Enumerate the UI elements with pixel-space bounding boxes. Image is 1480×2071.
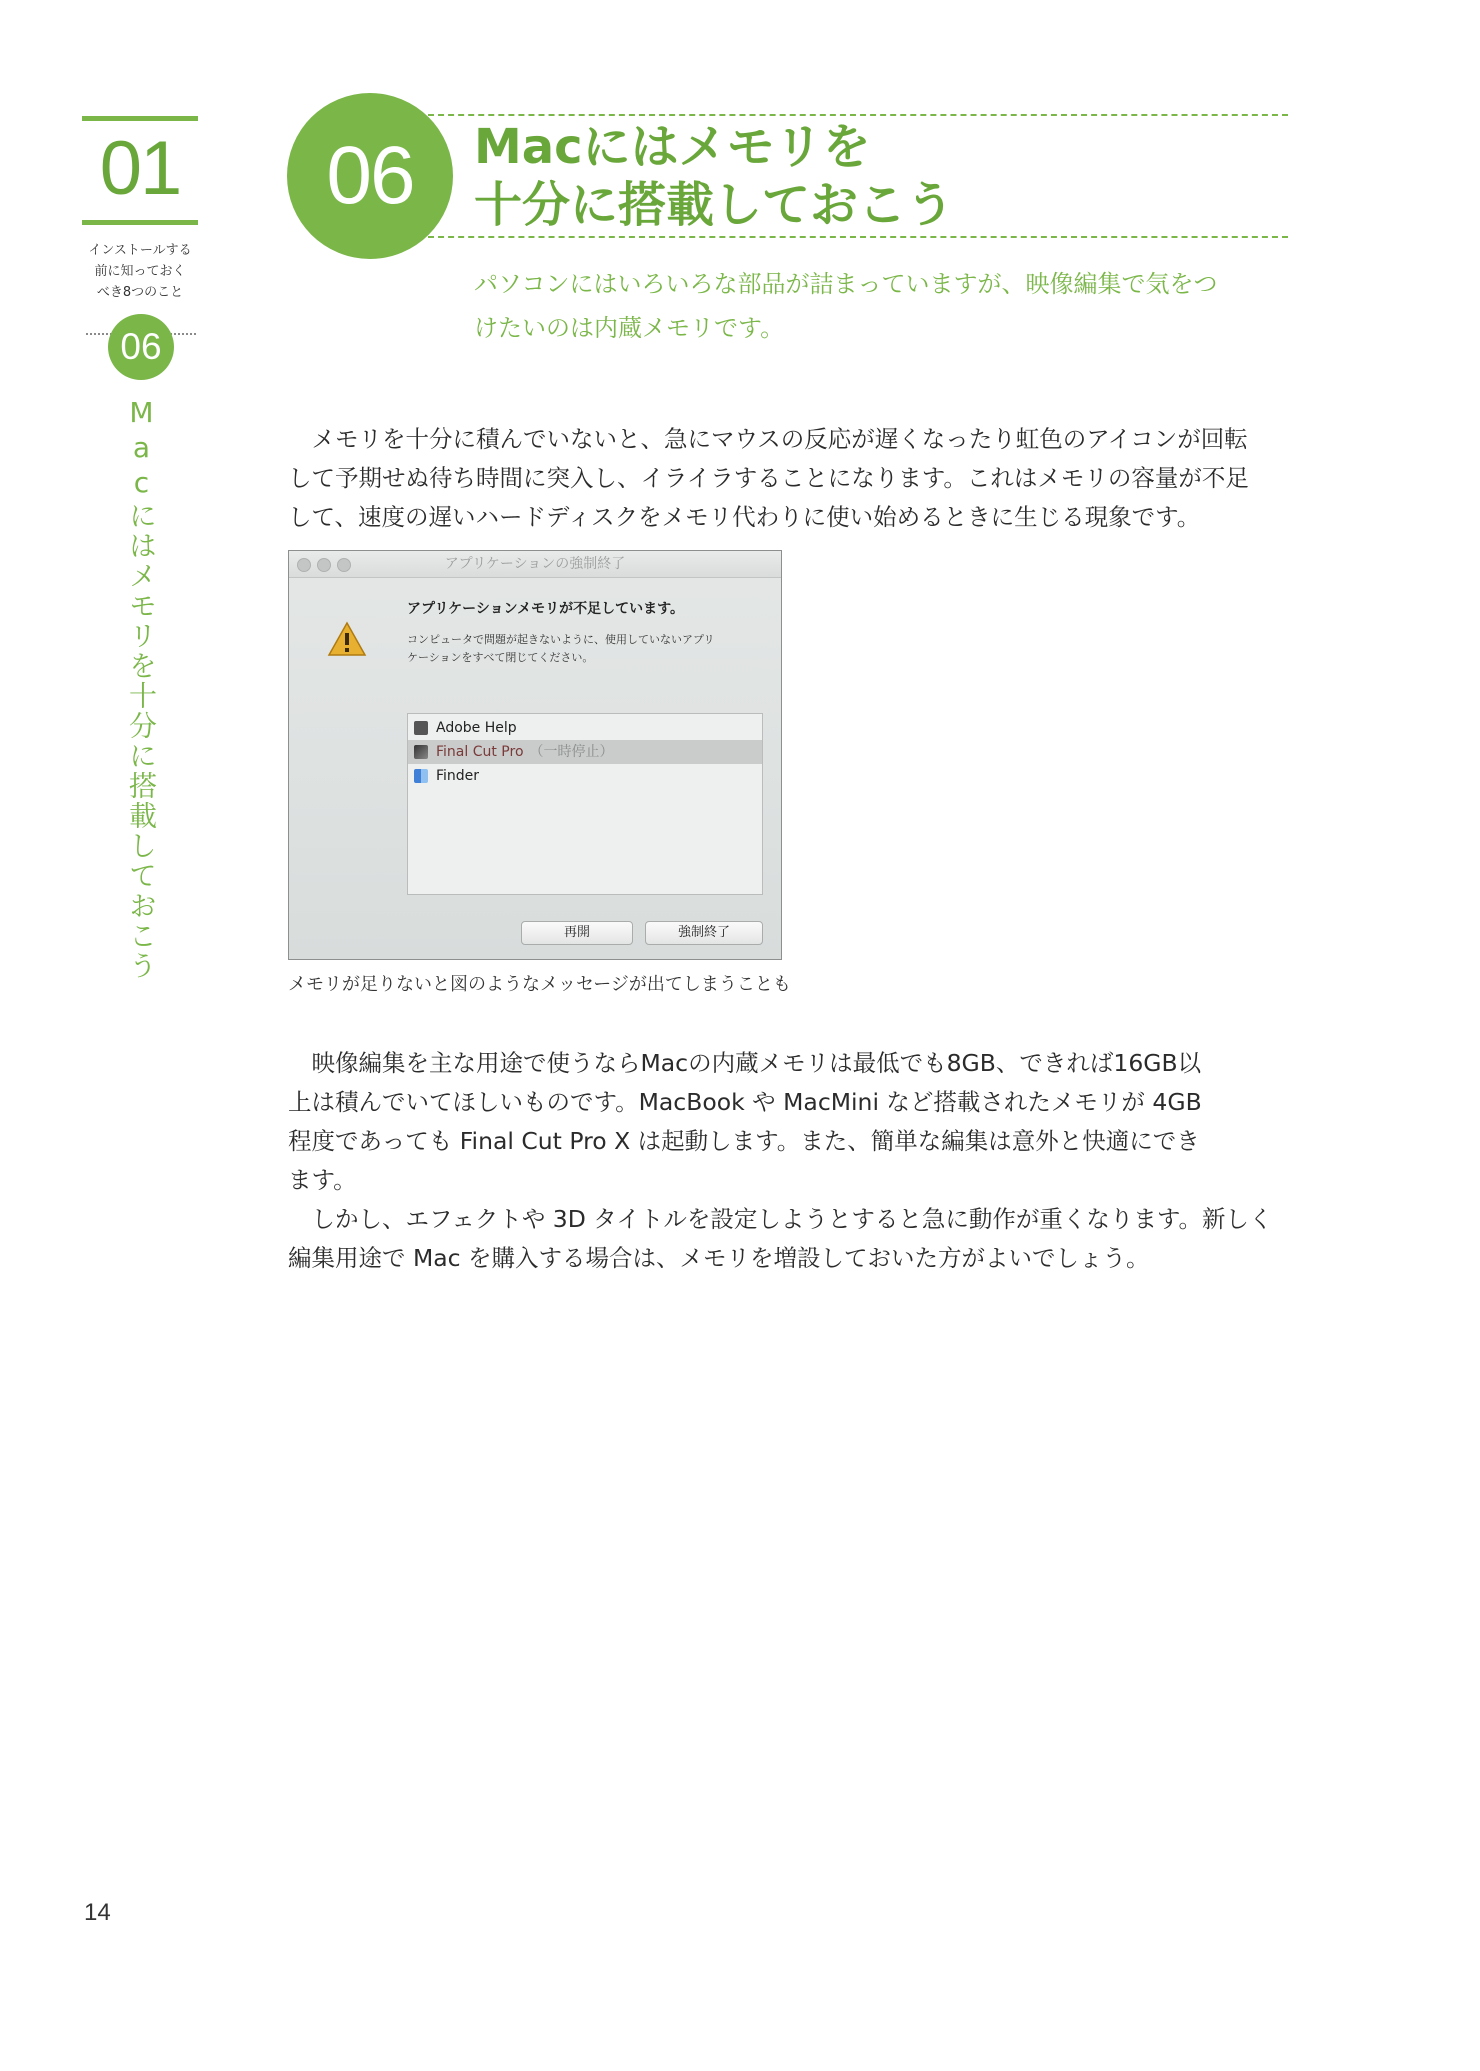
paragraph-line: 編集用途で Mac を購入する場合は、メモリを増設しておいた方がよいでしょう。 — [288, 1244, 1150, 1272]
lead-line: けたいのは内蔵メモリです。 — [474, 314, 785, 342]
paragraph-line: 上は積んでいてほしいものです。MacBook や MacMini など搭載されたメモリが 4GB — [288, 1088, 1202, 1116]
warning-icon — [327, 621, 367, 657]
app-status: （一時停止） — [529, 744, 614, 760]
paragraph-line: して予期せぬ待ち時間に突入し、イライラすることになります。これはメモリの容量が不足 — [288, 464, 1249, 492]
force-quit-button[interactable]: 強制終了 — [645, 921, 763, 945]
chapter-description — [78, 240, 202, 303]
chapter-desc-line: べき8つのこと — [96, 285, 184, 300]
paragraph-2 — [288, 1044, 1294, 1278]
force-quit-dialog-screenshot — [288, 550, 782, 960]
heading-number-badge: 06 — [287, 93, 453, 259]
heading-top-dashed-rule — [428, 114, 1288, 116]
paragraph-line: メモリを十分に積んでいないと、急にマウスの反応が遅くなったり虹色のアイコンが回転 — [288, 425, 1248, 453]
chapter-bottom-rule — [82, 220, 198, 225]
chapter-top-rule — [82, 116, 198, 121]
dialog-message-body — [407, 631, 715, 667]
app-name: Adobe Help — [436, 720, 517, 736]
heading-bottom-dashed-rule — [428, 236, 1288, 238]
finder-icon — [414, 769, 428, 783]
app-name: Final Cut Pro — [436, 744, 524, 760]
paragraph-line: 程度であっても Final Cut Pro X は起動します。また、簡単な編集は意外と快適にでき — [288, 1127, 1200, 1155]
page-title-line: 十分に搭載しておこう — [474, 177, 955, 233]
paragraph-line: 映像編集を主な用途で使うならMacの内蔵メモリは最低でも8GB、できれば16GB以 — [288, 1049, 1202, 1077]
paragraph-line: ます。 — [288, 1166, 357, 1194]
app-name: Finder — [436, 768, 480, 784]
dialog-titlebar — [289, 551, 781, 578]
chapter-desc-line: インストールする — [88, 243, 192, 258]
app-list-item-final-cut-pro[interactable] — [408, 740, 762, 764]
lead-text — [474, 262, 1294, 350]
section-title-vertical: Macにはメモリを十分に搭載しておこう — [125, 396, 158, 981]
chapter-desc-line: 前に知っておく — [94, 264, 186, 279]
app-list[interactable] — [407, 713, 763, 895]
dialog-message-title: アプリケーションメモリが不足しています。 — [407, 601, 685, 617]
page-title-line: Macにはメモリを — [474, 119, 871, 175]
dialog-message-line: ケーションをすべて閉じてください。 — [407, 651, 594, 664]
paragraph-line: しかし、エフェクトや 3D タイトルを設定しようとすると急に動作が重くなります。新しく — [288, 1205, 1273, 1233]
final-cut-pro-icon — [414, 745, 428, 759]
resume-button[interactable]: 再開 — [521, 921, 633, 945]
dialog-window-title: アプリケーションの強制終了 — [444, 556, 626, 572]
page-title — [474, 118, 1294, 234]
app-list-item-adobe-help[interactable] — [408, 716, 762, 740]
app-list-item-finder[interactable] — [408, 764, 762, 788]
chapter-number: 01 — [99, 126, 181, 211]
section-number-badge: 06 — [108, 314, 174, 380]
adobe-help-icon — [414, 721, 428, 735]
paragraph-1 — [288, 420, 1294, 537]
paragraph-line: して、速度の遅いハードディスクをメモリ代わりに使い始めるときに生じる現象です。 — [288, 503, 1201, 531]
dialog-message-line: コンピュータで問題が起きないように、使用していないアプリ — [407, 633, 715, 646]
lead-line: パソコンにはいろいろな部品が詰まっていますが、映像編集で気をつ — [474, 270, 1218, 298]
page-number: 14 — [84, 1899, 111, 1926]
figure-caption: メモリが足りないと図のようなメッセージが出てしまうことも — [288, 974, 791, 995]
